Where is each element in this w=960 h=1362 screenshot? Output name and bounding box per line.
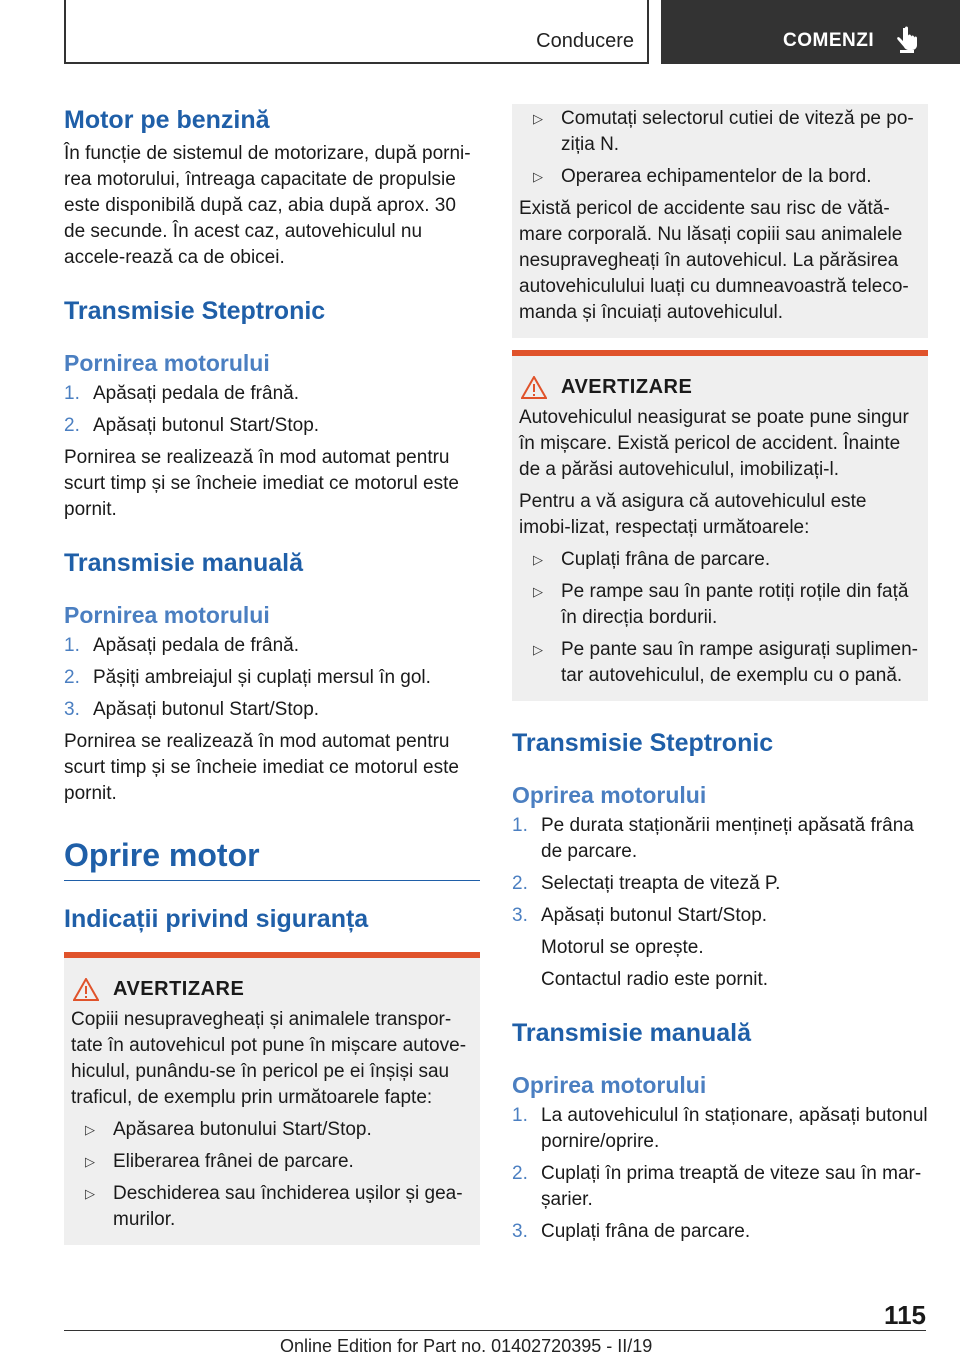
step-number: 1. [64,635,80,656]
steps-list [512,1103,928,1245]
heading-manuala: Transmisie manuală [64,549,304,577]
step-number: 3. [512,905,528,926]
heading-oprire-wrap [64,837,480,881]
list-item: ▷ Apăsarea butonului Start/Stop. [85,1119,372,1140]
heading-oprirea: Oprirea motorului [512,1072,707,1098]
list-item: ▷ Eliberarea frânei de parcare. [85,1151,354,1172]
warning-text: Copiii nesupravegheați și animalele transpor-tate în autovehicul pot pune în mișcare autove-hiculul, punându-se în pericol pe ei înșiși sau traficul, de exemplu prin următoarele fapte: [71,1009,467,1108]
edition-text: Online Edition for Part no. 01402720395 - II/19 [280,1336,653,1356]
step-number: 1. [64,383,80,404]
list-item [512,903,928,929]
list-item: ▷ Pe rampe sau în pante rotiți roțile din față în direcția bordurii. [533,581,909,628]
warning-text: Există pericol de accidente sau risc de vătă-mare corporală. Nu lăsați copiii sau animalele nesupravegheați în autovehicul. La părăsirea autovehiculului luați cu dumneavoastră teleco-manda și încuiați autovehiculul. [519,198,909,323]
heading-pornire: Pornirea motorului [64,602,270,628]
heading-manuala: Transmisie manuală [512,1019,752,1047]
warning-list [519,106,921,190]
step-number: 2. [512,873,528,894]
footer-divider [64,1330,926,1331]
step-text: Cuplați în prima treaptă de viteze sau în mar-șarier. [541,1163,922,1210]
step-number: 3. [512,1221,528,1242]
list-item [64,413,480,439]
warning-triangle-icon [73,978,99,1001]
list-text: Operarea echipamentelor de la bord. [561,166,872,187]
warning-label: AVERTIZARE [113,978,245,1000]
warning-title [521,376,921,399]
left-column [64,100,480,1245]
warning-label: AVERTIZARE [561,376,693,398]
warning-list [519,547,921,689]
step-text: Apăsați butonul Start/Stop. [93,415,320,436]
list-item: ▷ Deschiderea sau închiderea ușilor și gea-murilor. [85,1183,463,1230]
step-text: Apăsați butonul Start/Stop. [93,699,320,720]
list-text: Apăsarea butonului Start/Stop. [113,1119,372,1140]
list-item: ▷ Pe pante sau în rampe asigurați suplimen-tar autovehiculul, de exemplu cu o pană. [533,639,918,686]
section-title: Conducere [536,30,634,52]
list-item [512,1161,928,1213]
list-text: Eliberarea frânei de parcare. [113,1151,354,1172]
heading-steptronic: Transmisie Steptronic [512,729,774,757]
list-item: ▷ Cuplați frâna de parcare. [533,549,771,570]
warning-list [71,1117,473,1233]
warning-title [73,978,473,1001]
warning-text: Autovehiculul neasigurat se poate pune singur în mișcare. Există pericol de accident. Înainte de a părăsi autovehiculul, imobilizați-l. [519,407,909,480]
step-number: 2. [512,1163,528,1184]
step-text: Apăsați butonul Start/Stop. [541,905,768,926]
list-text: Pe pante sau în rampe asigurați suplimen-tar autovehiculul, de exemplu cu o pană. [561,639,918,686]
warning-box [512,350,928,701]
page-number: 115 [884,1300,926,1330]
step-text: La autovehiculul în staționare, apăsați butonul pornire/oprire. [541,1105,928,1152]
step-text: Pe durata staționării mențineți apăsată frâna de parcare. [541,815,914,862]
step-text: Cuplați frâna de parcare. [541,1221,751,1242]
list-item [512,1103,928,1155]
step-number: 2. [64,415,80,436]
heading-pornire: Pornirea motorului [64,350,270,376]
warning-text: Pentru a vă asigura că autovehiculul este imobi-lizat, respectați următoarele: [519,491,867,538]
list-text: Pe rampe sau în pante rotiți roțile din față în direcția bordurii. [561,581,909,628]
step-text: Selectați treapta de viteză P. [541,873,781,894]
paragraph: Pornirea se realizează în mod automat pentru scurt timp și se încheie imediat ce motorul este pornit. [64,447,459,520]
list-item [512,871,928,897]
heading-steptronic: Transmisie Steptronic [64,297,326,325]
heading-oprirea: Oprirea motorului [512,782,707,808]
warning-box [64,952,480,1245]
step-number: 3. [64,699,80,720]
warning-triangle-icon [521,376,547,399]
tab-label: COMENZI [783,30,875,51]
list-text: Deschiderea sau închiderea ușilor și gea-murilor. [113,1183,463,1230]
list-item [64,381,480,407]
step-text: Apăsați pedala de frână. [93,383,299,404]
list-text: Cuplați frâna de parcare. [561,549,771,570]
step-number: 1. [512,1105,528,1126]
heading-indicatii: Indicații privind siguranța [64,905,369,933]
step-note: Motorul se oprește. [541,937,704,958]
right-column [512,104,928,1245]
list-text: Comutați selectorul cutiei de viteză pe po-ziția N. [561,108,914,155]
step-text: Apăsați pedala de frână. [93,635,299,656]
list-item [64,633,480,659]
step-text: Pășiți ambreiajul și cuplați mersul în gol. [93,667,431,688]
steps-list [64,633,480,723]
step-number: 1. [512,815,528,836]
list-item [512,1219,928,1245]
steps-list [64,381,480,439]
paragraph: Pornirea se realizează în mod automat pentru scurt timp și se încheie imediat ce motorul este pornit. [64,731,459,804]
continued-warning-box [512,104,928,338]
step-number: 2. [64,667,80,688]
steps-list [512,813,928,929]
paragraph: În funcție de sistemul de motorizare, după porni-rea motorului, întreaga capacitate de propulsie este disponibilă după caz, abia după aprox. 30 de secunde. În acest caz, autovehiculul nu accele-rează ca de obicei. [64,143,471,268]
step-note: Contactul radio este pornit. [541,969,769,990]
list-item: ▷ Comutați selectorul cutiei de viteză pe po-ziția N. [533,108,914,155]
heading-motor: Motor pe benzină [64,106,270,134]
list-item [64,665,480,691]
list-item: ▷ Operarea echipamentelor de la bord. [533,166,872,187]
heading-oprire: Oprire motor [64,837,260,873]
list-item [64,697,480,723]
hand-pointer-icon [894,26,920,54]
list-item [512,813,928,865]
